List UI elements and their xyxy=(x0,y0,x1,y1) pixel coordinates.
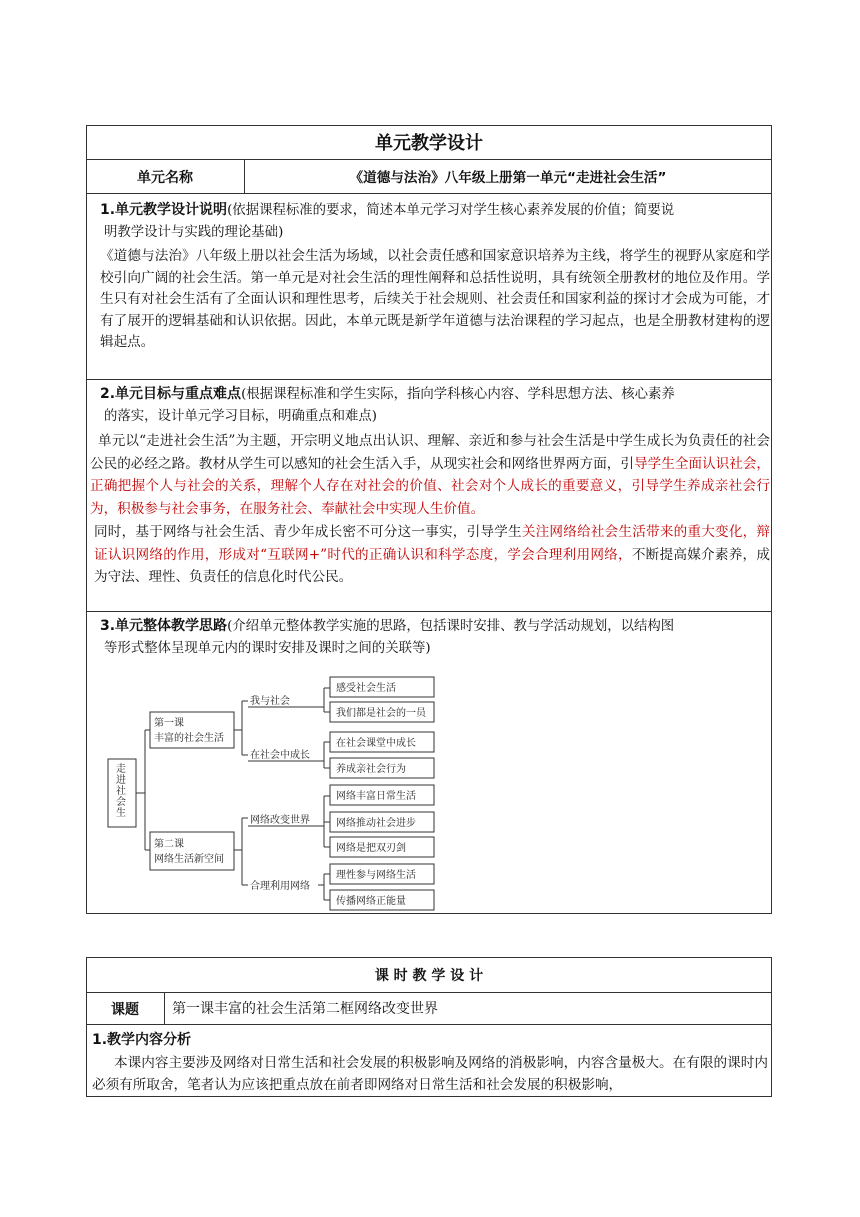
divider xyxy=(86,193,772,194)
topic-label: 课题 xyxy=(111,1002,139,1018)
unit-structure-diagram xyxy=(100,664,445,912)
section-body xyxy=(90,430,770,520)
body-text: 同时，基于网络与社会生活、青少年成长密不可分这一事实，引导学生 xyxy=(94,524,522,540)
topic-value: 第一课丰富的社会生活第二框网络改变世界 xyxy=(172,1001,438,1017)
section-heading: 2.单元目标与重点难点 xyxy=(100,386,242,402)
divider xyxy=(164,992,165,1024)
diagram-leaf-label: 网络丰富日常生活 xyxy=(336,791,416,802)
divider xyxy=(86,379,772,380)
diagram-mid-label: 在社会中成长 xyxy=(250,750,310,761)
diagram-leaf-label: 网络是把双刃剑 xyxy=(336,843,406,854)
section-hint: 等形式整体呈现单元内的课时安排及课时之间的关联等) xyxy=(104,640,431,656)
diagram-leaf-label: 感受社会生活 xyxy=(336,683,396,694)
diagram-root-char: 走 xyxy=(116,764,126,775)
unit-name-label: 单元名称 xyxy=(137,170,193,186)
diagram-root-char: 进 xyxy=(116,775,126,786)
section-heading: 1.教学内容分析 xyxy=(92,1032,192,1048)
diagram-lesson1-number: 第一课 xyxy=(154,718,184,729)
section-body: 《道德与法治》八年级上册以社会生活为场域，以社会责任感和国家意识培养为主线，将学生的视野从家庭和学校引向广阔的社会生活。第一单元是对社会生活的理性阐释和总括性说明，具有统领全册教材的地位及作用。学生只有对社会生活有了全面认识和理性思考，后续关于社会规则、社会责任和国家利益的探讨才会成为可能，才有了展开的逻辑基础和认识依据。因此，本单元既是新学年道德与法治课程的学习起点，也是全册教材建构的逻辑起点。 xyxy=(100,248,770,350)
section-unit-design-description xyxy=(100,200,760,243)
section-heading: 3.单元整体教学思路 xyxy=(100,618,228,634)
body-text: 不断提高媒介素养，成为守法、理性、负责任的信息化时代公民。 xyxy=(94,546,770,585)
section-hint: (介绍单元整体教学实施的思路，包括课时安排、教与学活动规划，以结构图 xyxy=(227,619,675,634)
unit-name-value: 《道德与法治》八年级上册第一单元“走进社会生活” xyxy=(349,170,667,186)
unit-table-title: 单元教学设计 xyxy=(375,133,483,154)
diagram-leaf-label: 在社会课堂中成长 xyxy=(336,738,416,749)
diagram-lesson1-title: 丰富的社会生活 xyxy=(154,733,224,744)
highlight-text: 导学生全面认识社会，正确把握个人与社会的关系，理解个人存在对社会的价值、社会对个人成长的重要意义，引导学生养成亲社会行为，积极参与社会事务，在服务社会、奉献社会中实现人生价值。 xyxy=(90,455,771,517)
section-heading: 1.单元教学设计说明 xyxy=(100,202,228,218)
section-hint: (根据课程标准和学生实际，指向学科核心内容、学科思想方法、核心素养 xyxy=(241,387,675,402)
highlight-text: 关注网络给社会生活带来的重大变化，辩证认识网络的作用，形成对“互联网+”时代的正确认识和科学态度，学会合理利用网络， xyxy=(94,524,771,563)
divider xyxy=(86,159,772,160)
section-hint: 明教学设计与实践的理论基础) xyxy=(104,224,284,240)
diagram-leaf-label: 传播网络正能量 xyxy=(336,896,406,907)
section-body xyxy=(94,521,770,589)
diagram-root-char: 社 xyxy=(116,786,126,797)
diagram-root-char: 会 xyxy=(116,797,126,808)
section-unit-teaching-plan xyxy=(100,616,760,659)
diagram-mid-label: 合理利用网络 xyxy=(250,881,310,892)
diagram-mid-label: 网络改变世界 xyxy=(250,815,310,826)
diagram-root-char: 生 xyxy=(116,808,126,819)
diagram-leaf-label: 理性参与网络生活 xyxy=(336,870,416,881)
divider xyxy=(86,1024,772,1025)
diagram-leaf-label: 网络推动社会进步 xyxy=(336,818,416,829)
divider xyxy=(86,992,772,993)
diagram-leaf-label: 养成亲社会行为 xyxy=(336,764,406,775)
diagram-mid-label: 我与社会 xyxy=(250,696,290,707)
lesson-table-title: 课 时 教 学 设 计 xyxy=(374,968,484,984)
section-body: 本课内容主要涉及网络对日常生活和社会发展的积极影响及网络的消极影响，内容含量极大。在有限的课时内必须有所取舍，笔者认为应该把重点放在前者即网络对日常生活和社会发展的积极影响， xyxy=(92,1055,768,1093)
section-hint: (依据课程标准的要求，简述本单元学习对学生核心素养发展的价值；简要说 xyxy=(227,203,675,218)
section-hint: 的落实，设计单元学习目标，明确重点和难点) xyxy=(104,408,378,424)
body-text: 单元以“走进社会生活”为主题，开宗明义地点出认识、理解、亲近和参与社会生活是中学生成长为负责任的社会公民的必经之路。教材从学生可以感知的社会生活入手，从现实社会和网络世界两方面，引 xyxy=(90,433,770,472)
diagram-lesson2-number: 第二课 xyxy=(154,839,184,850)
diagram-leaf-label: 我们都是社会的一员 xyxy=(336,708,426,719)
section-unit-goals xyxy=(100,384,760,427)
diagram-lesson2-title: 网络生活新空间 xyxy=(154,854,224,865)
divider xyxy=(86,611,772,612)
